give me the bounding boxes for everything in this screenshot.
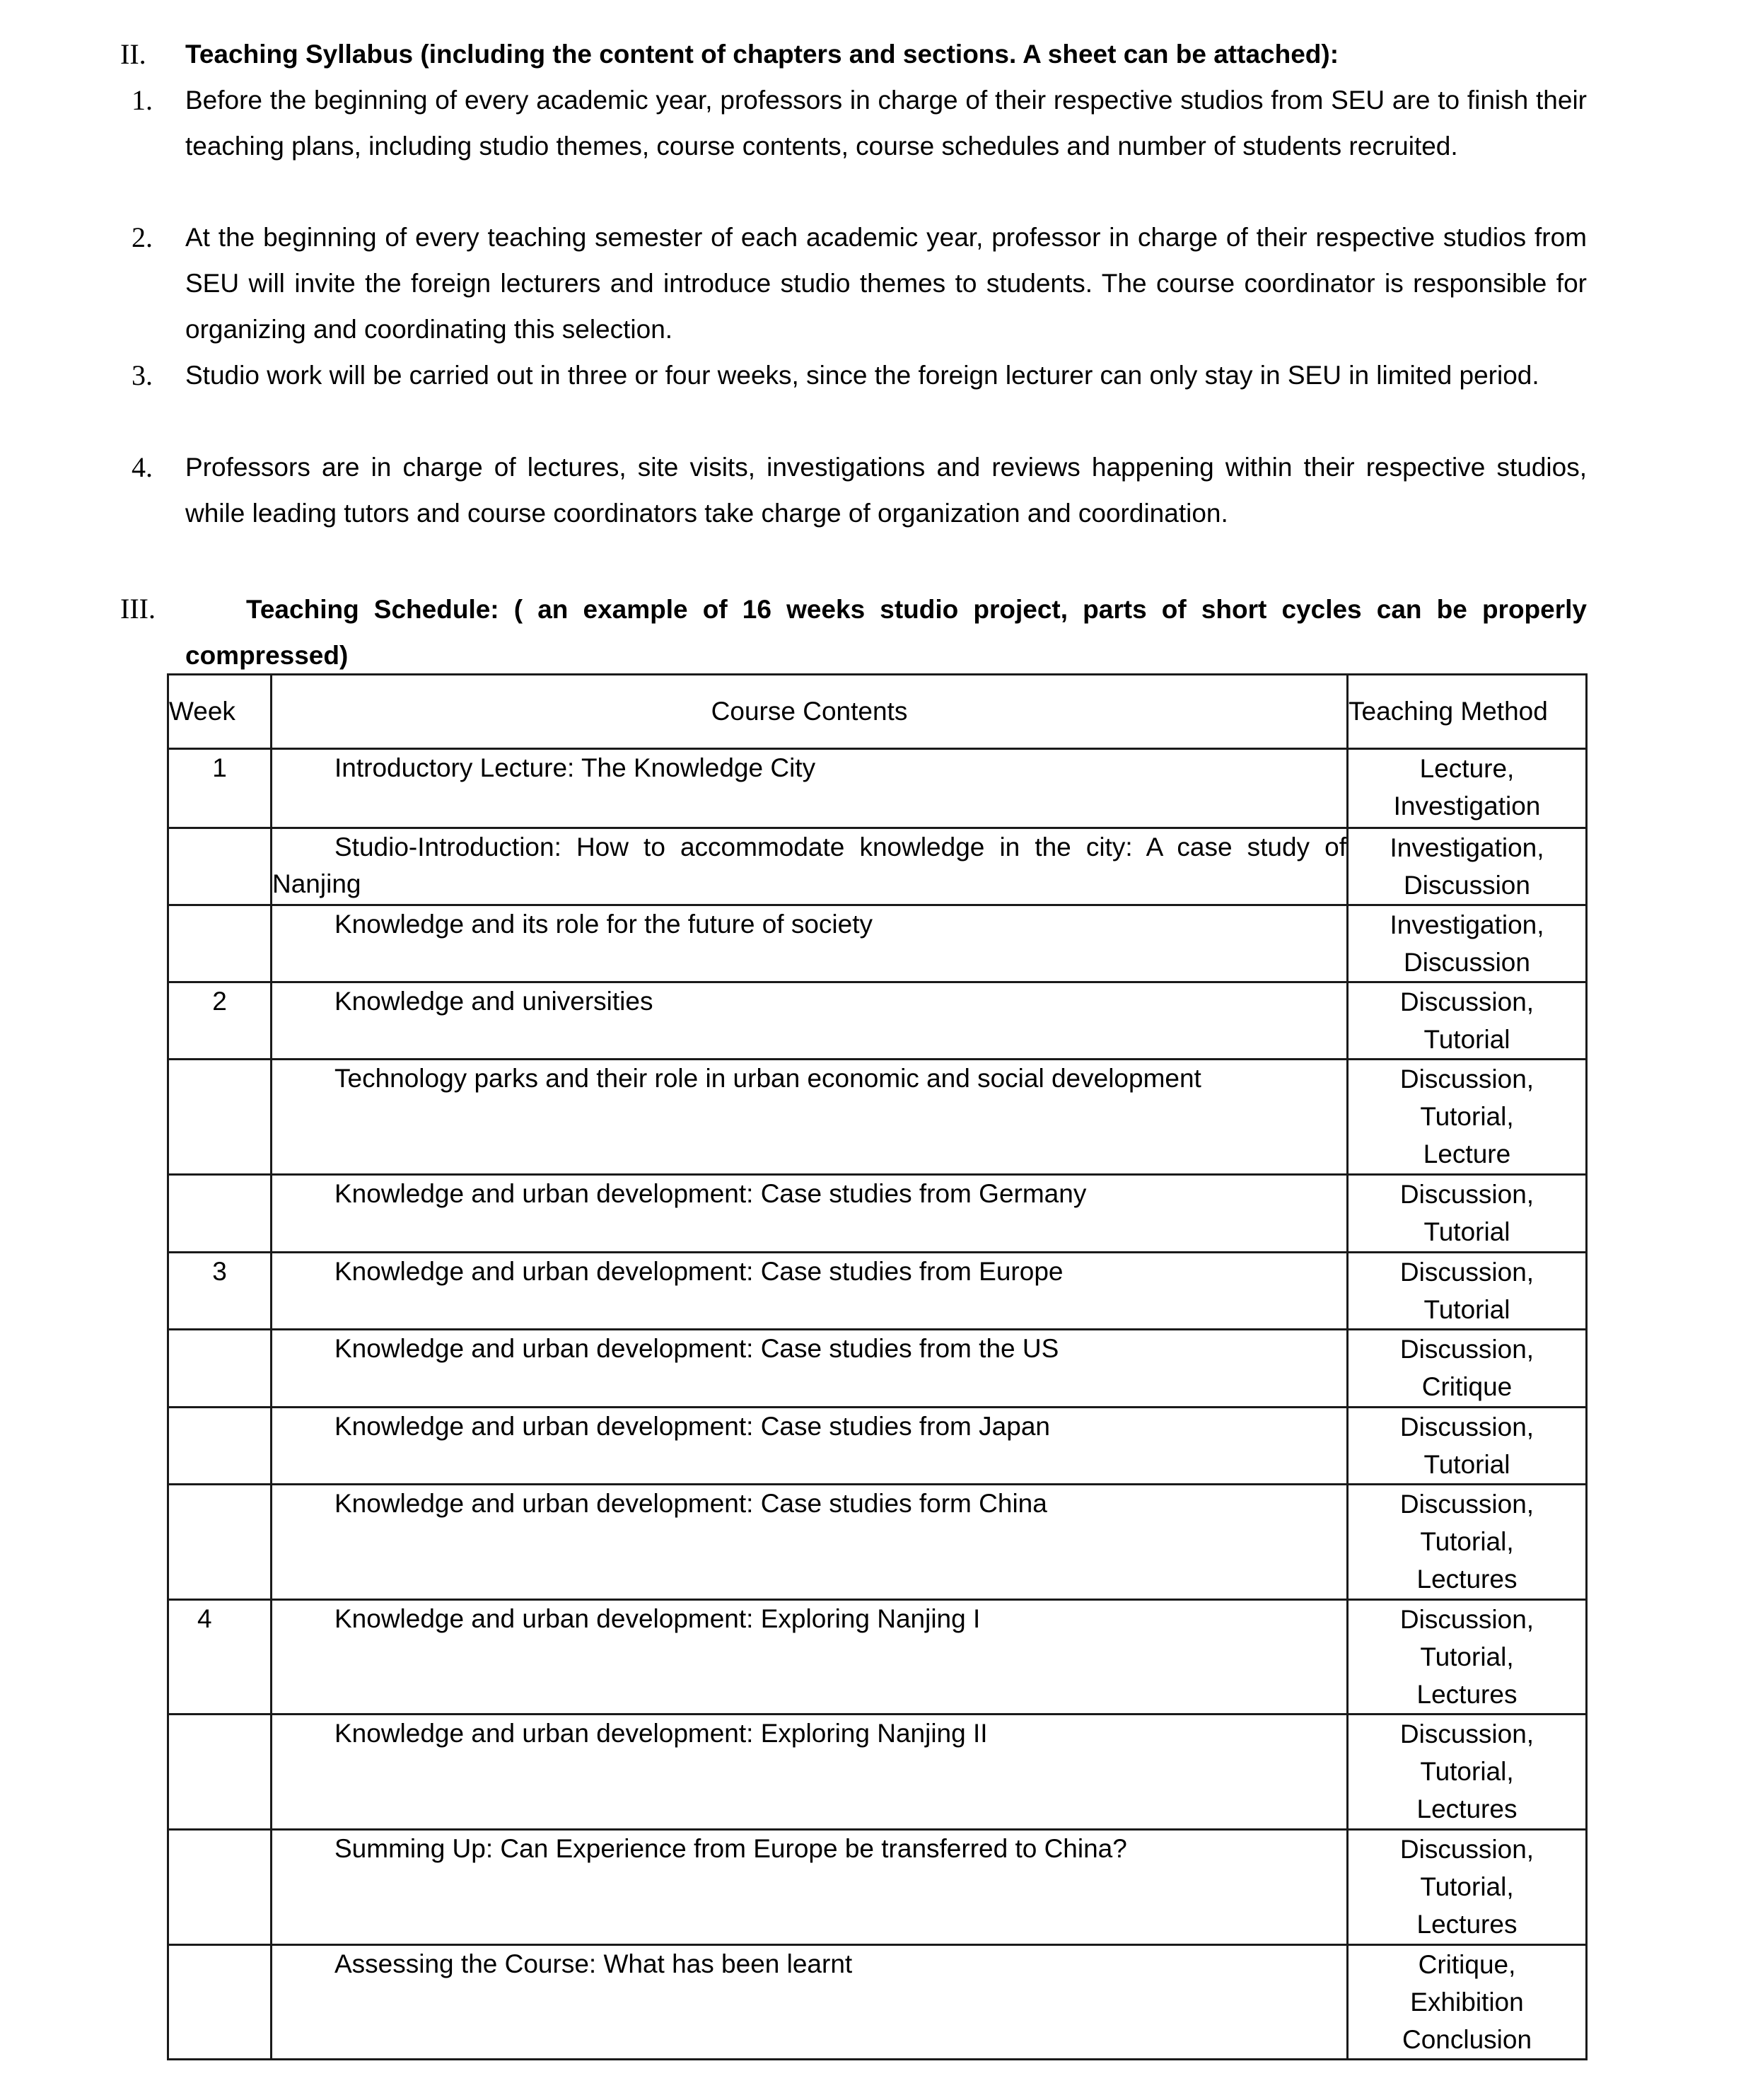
week-cell [168, 828, 272, 905]
method-line: Lecture [1423, 1139, 1511, 1168]
method-line: Discussion, [1399, 1335, 1534, 1364]
content-cell: Introductory Lecture: The Knowledge City [272, 749, 1348, 828]
method-line: Tutorial [1423, 1025, 1510, 1054]
method-line: Tutorial, [1420, 1872, 1514, 1901]
item-3-text: Studio work will be carried out in three or four weeks, since the foreign lecturer can only stay in SEU in limited period. [185, 361, 1539, 390]
table-row [168, 749, 1587, 828]
method-line: Lecture, [1419, 754, 1515, 783]
section-iii-title: Teaching Schedule: ( an example of 16 weeks studio project, parts of short cycles can be properly compressed) [185, 595, 1587, 670]
method-line: Discussion, [1399, 1605, 1534, 1634]
method-line: Discussion, [1399, 1258, 1534, 1287]
item-3-number: 3. [132, 359, 153, 391]
method-line: Investigation, [1390, 910, 1544, 939]
item-2-number: 2. [132, 221, 153, 253]
week-cell [168, 1175, 272, 1253]
method-cell [1348, 1253, 1587, 1330]
method-cell [1348, 1600, 1587, 1715]
teaching-schedule-table [167, 673, 1588, 2060]
week-cell [168, 1330, 272, 1408]
method-line: Tutorial, [1420, 1102, 1514, 1131]
table-row [168, 1945, 1587, 2060]
method-cell [1348, 1408, 1587, 1485]
table-row [168, 1715, 1587, 1830]
section-ii-numeral: II. [120, 38, 146, 70]
table-row [168, 1485, 1587, 1600]
week-cell [168, 1060, 272, 1175]
method-line: Tutorial, [1420, 1757, 1514, 1786]
method-cell [1348, 1330, 1587, 1408]
method-line: Lectures [1416, 1680, 1518, 1709]
item-4-number: 4. [132, 451, 153, 483]
table-header-row [168, 675, 1587, 749]
week-cell [168, 1408, 272, 1485]
method-line: Discussion, [1399, 1835, 1534, 1864]
item-1-text: Before the beginning of every academic year, professors in charge of their respective studios from SEU are to finish their teaching plans, including studio themes, course contents, course schedules and number of students recruited. [185, 86, 1587, 161]
method-line: Discussion, [1399, 1180, 1534, 1209]
method-line: Discussion, [1399, 1412, 1534, 1441]
method-cell [1348, 1060, 1587, 1175]
table-row [168, 905, 1587, 982]
table-row [168, 828, 1587, 905]
item-4-text: Professors are in charge of lectures, site visits, investigations and reviews happening within their respective studios, while leading tutors and course coordinators take charge of organization and coordination. [185, 453, 1587, 528]
method-cell [1348, 982, 1587, 1060]
content-cell: Studio-Introduction: How to accommodate knowledge in the city: A case study of Nanjing [272, 828, 1348, 905]
content-cell: Knowledge and urban development: Exploring Nanjing I [272, 1600, 1348, 1715]
method-cell [1348, 1945, 1587, 2060]
method-line: Discussion, [1399, 1064, 1534, 1093]
method-line: Tutorial [1423, 1217, 1510, 1246]
week-cell [168, 1485, 272, 1600]
week-cell: 2 [168, 982, 272, 1060]
content-cell: Summing Up: Can Experience from Europe be transferred to China? [272, 1830, 1348, 1945]
header-course-contents: Course Contents [272, 675, 1348, 749]
table-row [168, 1408, 1587, 1485]
method-cell [1348, 905, 1587, 982]
item-1-number: 1. [132, 84, 153, 116]
content-cell: Knowledge and urban development: Case studies from Germany [272, 1175, 1348, 1253]
method-line: Conclusion [1402, 2025, 1532, 2054]
content-cell: Knowledge and its role for the future of society [272, 905, 1348, 982]
method-line: Discussion [1404, 948, 1530, 977]
method-line: Discussion, [1399, 1719, 1534, 1748]
content-cell: Knowledge and urban development: Case studies from the US [272, 1330, 1348, 1408]
method-line: Tutorial [1423, 1450, 1510, 1479]
content-cell: Knowledge and urban development: Exploring Nanjing II [272, 1715, 1348, 1830]
method-cell [1348, 828, 1587, 905]
method-cell [1348, 1175, 1587, 1253]
week-cell [168, 1830, 272, 1945]
week-cell [168, 1715, 272, 1830]
content-cell: Knowledge and universities [272, 982, 1348, 1060]
method-line: Discussion [1404, 871, 1530, 900]
method-line: Lectures [1416, 1910, 1518, 1939]
header-week: Week [168, 675, 272, 749]
method-cell [1348, 1715, 1587, 1830]
method-line: Investigation, [1390, 833, 1544, 862]
week-cell: 4 [168, 1600, 272, 1715]
method-line: Lectures [1416, 1794, 1518, 1823]
method-cell [1348, 1830, 1587, 1945]
week-cell [168, 1945, 272, 2060]
method-cell [1348, 1485, 1587, 1600]
method-line: Critique [1421, 1372, 1513, 1401]
table-row [168, 1330, 1587, 1408]
table-row [168, 1175, 1587, 1253]
content-cell: Knowledge and urban development: Case studies from Europe [272, 1253, 1348, 1330]
method-line: Lectures [1416, 1565, 1518, 1594]
content-cell: Technology parks and their role in urban economic and social development [272, 1060, 1348, 1175]
table-row [168, 982, 1587, 1060]
method-line: Tutorial [1423, 1295, 1510, 1324]
method-line: Tutorial, [1420, 1527, 1514, 1556]
week-cell: 3 [168, 1253, 272, 1330]
table-body [168, 749, 1587, 2060]
method-line: Exhibition [1410, 1988, 1524, 2017]
table-row [168, 1253, 1587, 1330]
section-iii-numeral: III. [120, 593, 156, 625]
content-cell: Assessing the Course: What has been learnt [272, 1945, 1348, 2060]
content-cell: Knowledge and urban development: Case studies from Japan [272, 1408, 1348, 1485]
method-line: Critique, [1418, 1950, 1516, 1979]
method-line: Tutorial, [1420, 1642, 1514, 1671]
method-line: Investigation [1393, 791, 1541, 820]
table-row [168, 1600, 1587, 1715]
header-teaching-method: Teaching Method [1348, 675, 1587, 749]
week-cell: 1 [168, 749, 272, 828]
table-row [168, 1060, 1587, 1175]
week-cell [168, 905, 272, 982]
method-line: Discussion, [1399, 987, 1534, 1016]
content-cell: Knowledge and urban development: Case studies form China [272, 1485, 1348, 1600]
table-row [168, 1830, 1587, 1945]
section-ii-title: Teaching Syllabus (including the content of chapters and sections. A sheet can be attached): [185, 40, 1339, 69]
method-cell [1348, 749, 1587, 828]
method-line: Discussion, [1399, 1490, 1534, 1519]
item-2-text: At the beginning of every teaching semester of each academic year, professor in charge of their respective studios from SEU will invite the foreign lecturers and introduce studio themes to students. The course coordinator is responsible for organizing and coordinating this selection. [185, 223, 1587, 344]
